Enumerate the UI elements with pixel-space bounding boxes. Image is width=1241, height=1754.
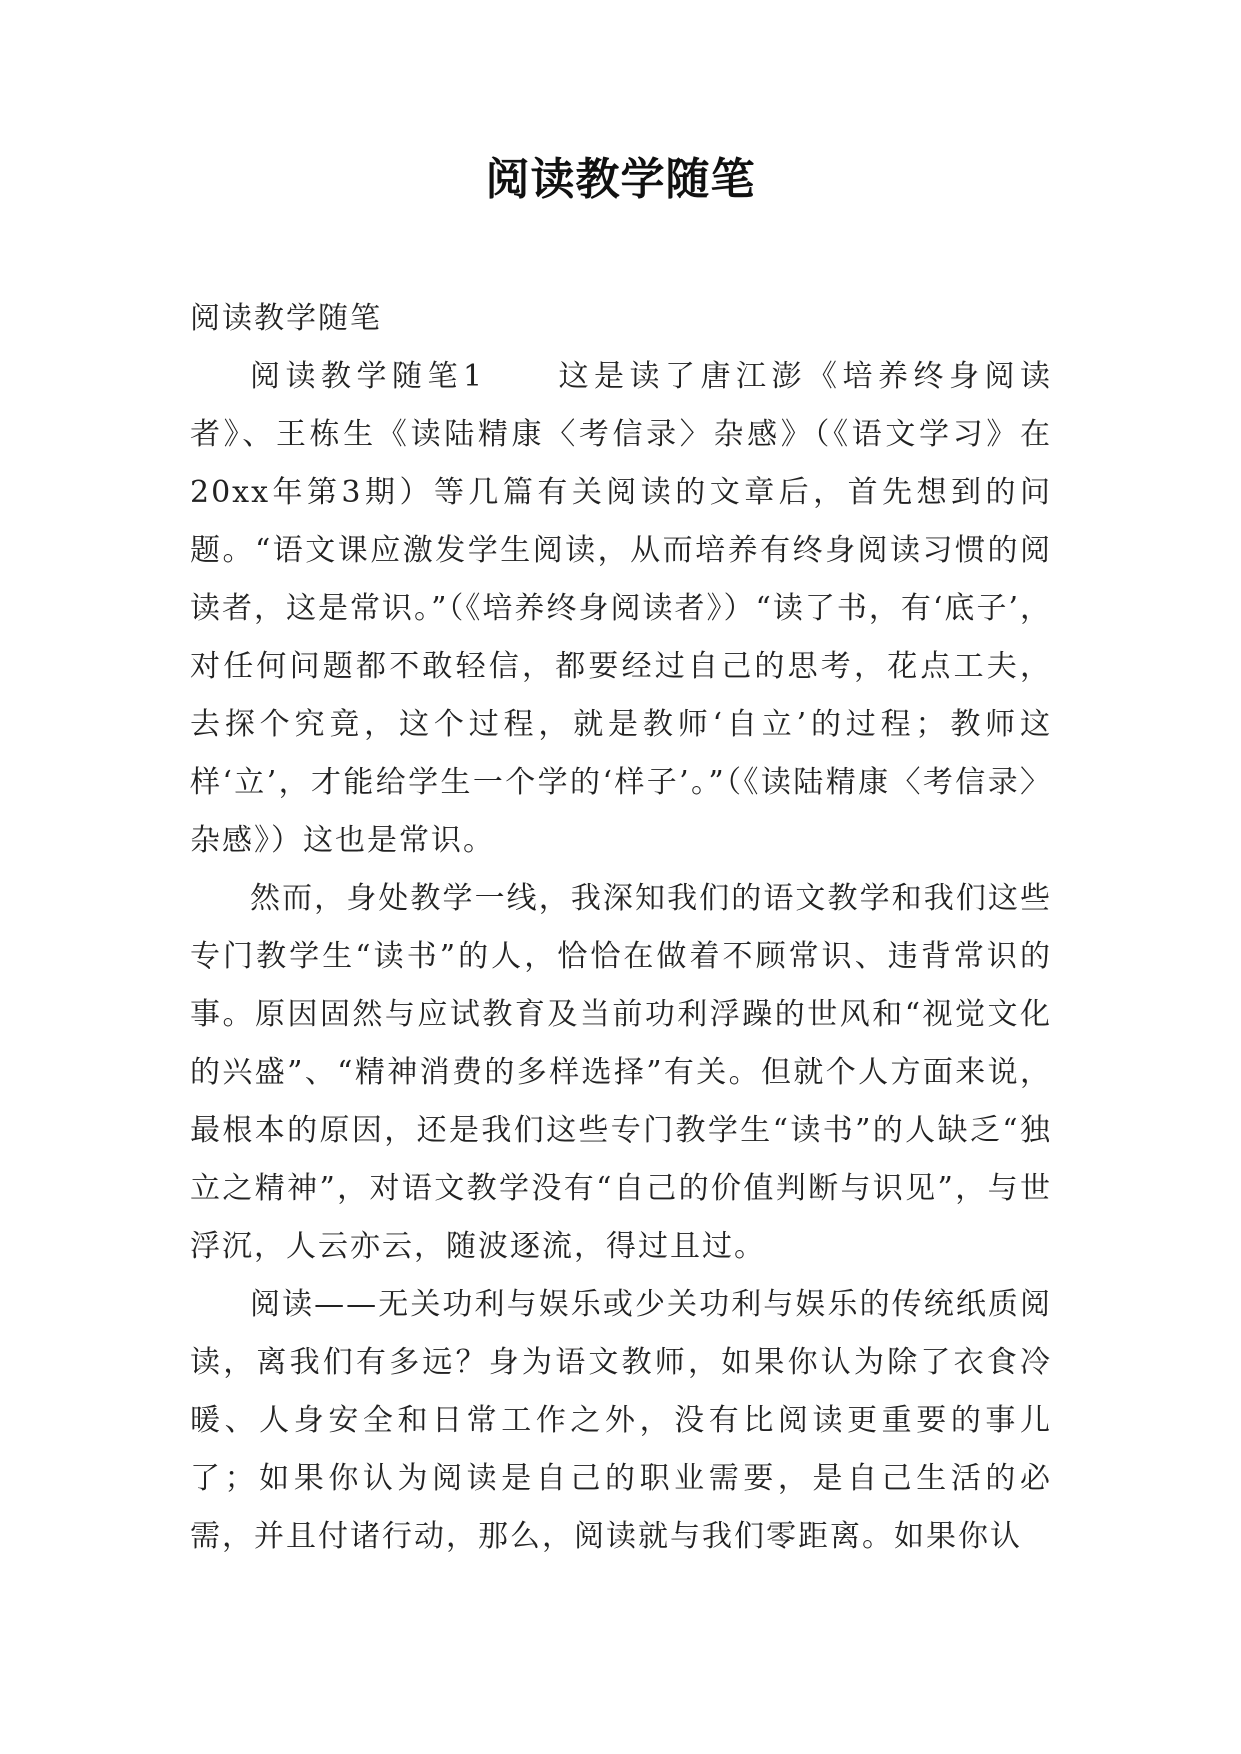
document-title: 阅读教学随笔 xyxy=(485,154,756,205)
document-body xyxy=(190,290,1052,1566)
paragraph: 阅读——无关功利与娱乐或少关功利与娱乐的传统纸质阅读，离我们有多远？身为语文教师，如果你认为除了衣食冷暖、人身安全和日常工作之外，没有比阅读更重要的事儿了；如果你认为阅读是自己的职业需要，是自己生活的必需，并且付诸行动，那么，阅读就与我们零距离。如果你认 xyxy=(190,1287,1052,1554)
paragraph: 然而，身处教学一线，我深知我们的语文教学和我们这些专门教学生“读书”的人，恰恰在做着不顾常识、违背常识的事。原因固然与应试教育及当前功利浮躁的世风和“视觉文化的兴盛”、“精神消费的多样选择”有关。但就个人方面来说，最根本的原因，还是我们这些专门教学生“读书”的人缺乏“独立之精神”，对语文教学没有“自己的价值判断与识见”，与世浮沉，人云亦云，随波逐流，得过且过。 xyxy=(190,881,1052,1264)
document-subtitle: 阅读教学随笔 xyxy=(190,301,382,336)
paragraph: 阅读教学随笔1 这是读了唐江澎《培养终身阅读者》、王栋生《读陆精康〈考信录〉杂感》（《语文学习》在20xx年第3期）等几篇有关阅读的文章后，首先想到的问题。“语文课应激发学生阅读，从而培养有终身阅读习惯的阅读者，这是常识。”（《培养终身阅读者》）“读了书，有‘底子’，对任何问题都不敢轻信，都要经过自己的思考，花点工夫，去探个究竟，这个过程，就是教师‘自立’的过程；教师这样‘立’，才能给学生一个学的‘样子’。”（《读陆精康〈考信录〉杂感》）这也是常识。 xyxy=(190,359,1052,858)
